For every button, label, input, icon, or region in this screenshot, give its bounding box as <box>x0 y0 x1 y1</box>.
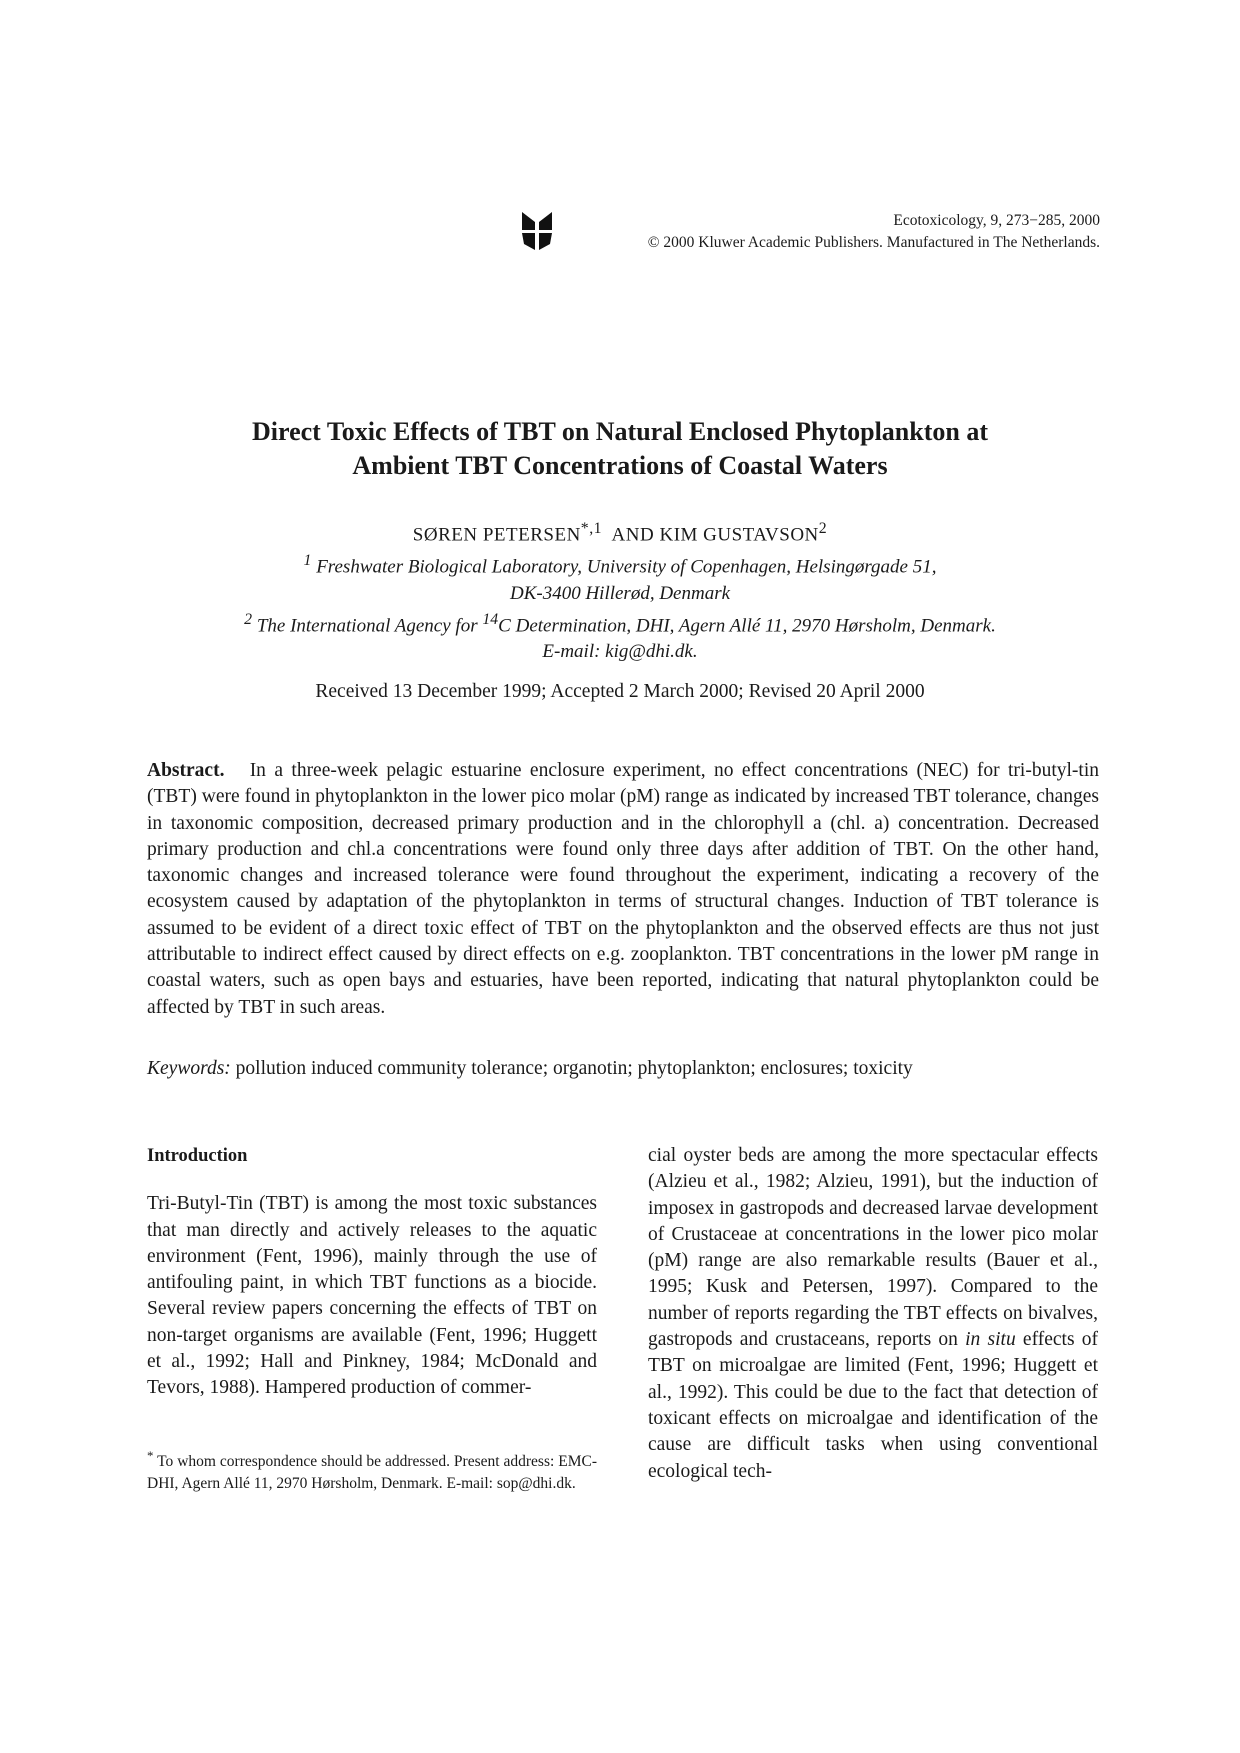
copyright-line: © 2000 Kluwer Academic Publishers. Manufactured in The Netherlands. <box>647 234 1100 251</box>
kluwer-logo-icon <box>520 210 554 254</box>
paper-title <box>100 415 1140 483</box>
aff-2-mark: 2 <box>244 610 253 628</box>
author-and: AND <box>611 524 655 546</box>
aff-1-mark: 1 <box>303 552 312 570</box>
author-names <box>100 516 1140 548</box>
received-dates: Received 13 December 1999; Accepted 2 March 2000; Revised 20 April 2000 <box>315 681 925 702</box>
author-2: KIM GUSTAVSON <box>659 524 819 546</box>
intro-paragraph-left: Tri-Butyl-Tin (TBT) is among the most toxic substances that man directly and actively releases to the aquatic environment (Fent, 1996), mainly through the use of antifouling paint, in which TBT functions as a biocide. Several review papers concerning the effects of TBT on non-target organisms are available (Fent, 1996; Huggett et al., 1992; Hall and Pinkney, 1984; McDonald and Tevors, 1988). Hampered production of commer- <box>147 1193 597 1399</box>
keywords-text: pollution induced community tolerance; organotin; phytoplankton; enclosures; toxicity <box>235 1058 913 1079</box>
affiliation-1 <box>100 548 1140 580</box>
journal-citation: Ecotoxicology, 9, 273−285, 2000 <box>893 212 1100 229</box>
right-column <box>648 1143 1098 1485</box>
intro-right-text-2: effects of TBT on microalgae are limited (Fent, 1996; Huggett et al., 1992). This could be due to the fact that detection of toxicant effects on microalgae and identification of the cause are difficult tasks when using conventional ecological tech- <box>648 1329 1098 1482</box>
title-line-1: Direct Toxic Effects of TBT on Natural Enclosed Phytoplankton at <box>252 417 988 446</box>
author-2-mark: 2 <box>818 520 828 537</box>
footnote-text: To whom correspondence should be addressed. Present address: EMC-DHI, Agern Allé 11, 2970 Hørsholm, Denmark. E-mail: sop@dhi.dk. <box>147 1453 597 1492</box>
intro-right-text-1: cial oyster beds are among the more spectacular effects (Alzieu et al., 1982; Alzieu, 1991), but the induction of imposex in gastropods and decreased larvae development of Crustaceae at concentrations in the lower pico molar (pM) range are also remarkable results (Bauer et al., 1995; Kusk and Petersen, 1997). Compared to the number of reports regarding the TBT effects on bivalves, gastropods and crustaceans, reports on <box>648 1145 1098 1351</box>
author-block <box>100 516 1140 665</box>
author-email: E-mail: kig@dhi.dk. <box>542 640 698 662</box>
keywords <box>147 1058 1099 1080</box>
keywords-label: Keywords: <box>147 1058 231 1079</box>
abstract-text: In a three-week pelagic estuarine enclosure experiment, no effect concentrations (NEC) for tri-butyl-tin (TBT) were found in phytoplankton in the lower pico molar (pM) range as indicated by increased TBT tolerance, changes in taxonomic composition, decreased primary production and in the chlorophyll a (chl. a) concentration. Decreased primary production and chl.a concentrations were found only three days after addition of TBT. On the other hand, taxonomic changes and increased tolerance were found throughout the experiment, indicating a recovery of the ecosystem caused by adaptation of the phytoplankton in terms of structural changes. Induction of TBT tolerance is assumed to be evident of a direct toxic effect of TBT on the phytoplankton and the observed effects are thus not just attributable to indirect effect caused by direct effects on e.g. zooplankton. TBT concentrations in the lower pM range in coastal waters, such as open bays and estuaries, have been reported, indicating that natural phytoplankton could be affected by TBT in such areas. <box>147 760 1100 1018</box>
author-1-mark: *,1 <box>580 520 603 537</box>
aff-1-line-2: DK-3400 Hillerød, Denmark <box>509 582 731 604</box>
footnote <box>147 1445 597 1494</box>
aff-2-pre: The International Agency for <box>256 614 483 636</box>
abstract-label: Abstract. <box>147 760 225 781</box>
journal-header <box>560 210 1100 254</box>
title-line-2: Ambient TBT Concentrations of Coastal Waters <box>352 451 888 480</box>
affiliation-2 <box>100 607 1140 639</box>
intro-paragraph-right <box>648 1143 1098 1485</box>
aff-2-sup: 14 <box>482 610 499 628</box>
section-heading-introduction: Introduction <box>147 1146 248 1166</box>
left-column <box>147 1143 597 1402</box>
aff-1-line-1: Freshwater Biological Laboratory, University of Copenhagen, Helsingørgade 51, <box>316 556 937 578</box>
aff-2-post: C Determination, DHI, Agern Allé 11, 2970 Hørsholm, Denmark. <box>498 614 996 636</box>
abstract <box>147 758 1099 1021</box>
author-1: SØREN PETERSEN <box>412 524 581 546</box>
footnote-mark: * <box>147 1448 154 1463</box>
intro-right-italic: in situ <box>965 1329 1016 1351</box>
